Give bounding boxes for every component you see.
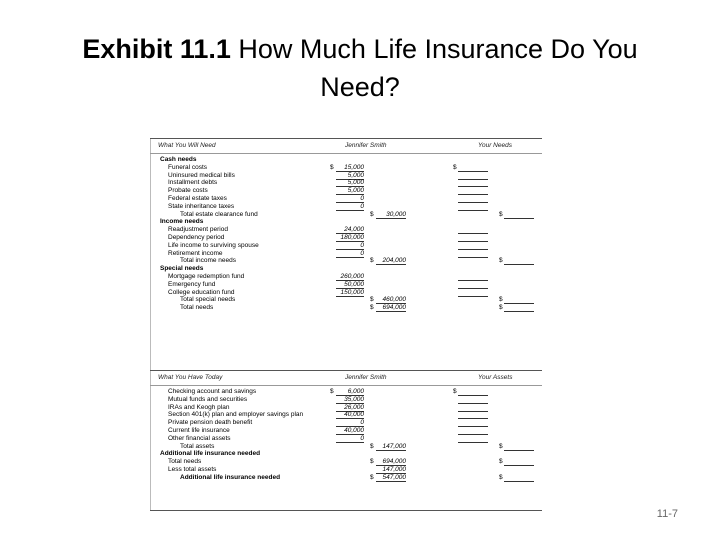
row-label: Life income to surviving spouse [168, 241, 259, 249]
worksheet-row [150, 156, 542, 164]
row-label: Mortgage redemption fund [168, 273, 245, 280]
exhibit-number: Exhibit 11.1 [82, 34, 231, 64]
row-label: Federal estate taxes [168, 195, 227, 202]
row-label: Dependency period [168, 234, 225, 241]
row-label: Readjustment period [168, 226, 228, 234]
row-label: College education fund [168, 288, 235, 296]
worksheet-row [150, 419, 542, 427]
worksheet-row [150, 404, 542, 412]
your-total-blank [504, 296, 534, 304]
row-label: Special needs [160, 265, 204, 273]
example-total: 694,000 [376, 458, 406, 466]
example-value: 0 [336, 250, 364, 258]
worksheet-row [150, 466, 542, 474]
worksheet-row [150, 388, 542, 396]
your-total-blank [504, 458, 534, 466]
dollar-sign: $ [499, 257, 503, 265]
row-label: Total assets [180, 442, 215, 450]
row-label: Installment debts [168, 179, 218, 187]
section1-header-label: What You Will Need [158, 142, 216, 149]
example-value: 26,000 [336, 404, 364, 412]
row-label: Total needs [168, 458, 202, 466]
dollar-sign: $ [499, 296, 503, 304]
row-label: Less total assets [168, 466, 217, 473]
row-label: Probate costs [168, 187, 208, 195]
worksheet-row [150, 443, 542, 451]
row-label: Emergency fund [168, 280, 216, 288]
example-total: 147,000 [376, 466, 406, 474]
your-value-blank [458, 242, 488, 250]
dollar-sign: $ [499, 473, 503, 481]
example-total: 204,000 [376, 257, 406, 265]
page-number: 11-7 [656, 508, 678, 520]
worksheet-row [150, 474, 542, 482]
your-value-blank [458, 195, 488, 203]
dollar-sign: $ [370, 458, 374, 466]
section2-header-example: Jennifer Smith [345, 374, 387, 381]
your-value-blank [458, 404, 488, 412]
example-value: 24,000 [336, 226, 364, 234]
worksheet-row [150, 458, 542, 466]
row-label: State inheritance taxes [168, 202, 235, 210]
worksheet-row [150, 172, 542, 180]
row-label: Current life insurance [168, 427, 230, 434]
dollar-sign: $ [370, 210, 374, 218]
your-value-blank [458, 435, 488, 443]
worksheet-row [150, 257, 542, 265]
row-label: Total income needs [180, 257, 237, 265]
worksheet-bottom-rule [150, 510, 542, 511]
section2-header-rule [150, 385, 542, 386]
dollar-sign: $ [330, 163, 334, 171]
worksheet-row [150, 242, 542, 250]
worksheet-row [150, 234, 542, 242]
row-label: IRAs and Keogh plan [168, 403, 230, 411]
dollar-sign: $ [370, 442, 374, 450]
example-value: 0 [336, 195, 364, 203]
your-value-blank [458, 250, 488, 258]
your-value-blank [458, 427, 488, 435]
worksheet-row [150, 226, 542, 234]
worksheet-row [150, 411, 542, 419]
worksheet-row [150, 273, 542, 281]
example-total: 30,000 [376, 211, 406, 219]
your-value-blank [458, 411, 488, 419]
section1-header-yours: Your Needs [478, 142, 512, 149]
row-label: Total estate clearance fund [180, 210, 258, 218]
dollar-sign: $ [330, 388, 334, 395]
worksheet-row [150, 218, 542, 226]
row-label: Retirement income [168, 249, 223, 257]
example-value: 0 [336, 242, 364, 250]
dollar-sign: $ [370, 304, 374, 312]
your-value-blank [458, 273, 488, 281]
example-value: 40,000 [336, 427, 364, 435]
worksheet-row [150, 296, 542, 304]
example-value: 0 [336, 435, 364, 443]
dollar-sign: $ [499, 210, 503, 218]
your-value-blank [458, 203, 488, 211]
your-total-blank [504, 474, 534, 482]
worksheet-row [150, 250, 542, 258]
life-insurance-worksheet [150, 138, 542, 511]
dollar-sign: $ [370, 296, 374, 304]
dollar-sign: $ [370, 257, 374, 265]
example-total: 694,000 [376, 304, 406, 312]
worksheet-row [150, 396, 542, 404]
example-value: 5,000 [336, 172, 364, 180]
example-value: 15,000 [336, 164, 364, 172]
your-value-blank [458, 289, 488, 297]
row-label: Uninsured medical bills [168, 171, 235, 179]
worksheet-row [150, 450, 542, 458]
example-total: 460,000 [376, 296, 406, 304]
slide-title [40, 30, 680, 106]
row-label: Additional life insurance needed [160, 450, 261, 458]
row-label: Private pension death benefit [168, 419, 253, 427]
worksheet-row [150, 164, 542, 172]
dollar-sign: $ [499, 458, 503, 466]
example-value: 150,000 [336, 289, 364, 297]
row-label: Section 401(k) plan and employer savings plan [168, 411, 304, 419]
dollar-sign: $ [370, 473, 374, 481]
section1-header-example: Jennifer Smith [345, 142, 387, 149]
row-label: Income needs [160, 218, 204, 226]
example-total: 147,000 [376, 443, 406, 451]
your-value-blank [458, 179, 488, 187]
example-value: 6,000 [336, 388, 364, 396]
worksheet-row [150, 265, 542, 273]
row-label: Funeral costs [168, 163, 208, 171]
your-total-blank [504, 211, 534, 219]
section2-header-label: What You Have Today [158, 374, 223, 381]
your-value-blank [458, 164, 488, 172]
worksheet-row [150, 304, 542, 312]
row-label: Checking account and savings [168, 388, 257, 395]
example-value: 5,000 [336, 187, 364, 195]
section1-top-rule [150, 138, 542, 139]
row-label: Mutual funds and securities [168, 395, 248, 403]
your-value-blank [458, 187, 488, 195]
dollar-sign: $ [499, 304, 503, 312]
worksheet-row [150, 435, 542, 443]
example-value: 50,000 [336, 281, 364, 289]
example-value: 180,000 [336, 234, 364, 242]
row-label: Cash needs [160, 156, 197, 163]
dollar-sign: $ [499, 442, 503, 450]
your-total-blank [504, 257, 534, 265]
worksheet-row [150, 289, 542, 297]
example-value: 5,000 [336, 179, 364, 187]
your-value-blank [458, 226, 488, 234]
example-value: 260,000 [336, 273, 364, 281]
example-value: 0 [336, 203, 364, 211]
worksheet-row [150, 281, 542, 289]
section1-header-rule [150, 153, 542, 154]
row-label: Total needs [180, 304, 214, 312]
worksheet-row [150, 195, 542, 203]
your-value-blank [458, 388, 488, 396]
worksheet-row [150, 211, 542, 219]
section2-header-yours: Your Assets [478, 374, 513, 381]
exhibit-title: How Much Life Insurance Do You Need? [230, 34, 638, 102]
section2-top-rule [150, 370, 542, 371]
your-total-blank [504, 304, 534, 312]
row-label: Total special needs [180, 296, 236, 304]
example-total: 547,000 [376, 474, 406, 482]
worksheet-row [150, 427, 542, 435]
worksheet-row [150, 187, 542, 195]
your-total-blank [504, 443, 534, 451]
worksheet-row [150, 203, 542, 211]
example-value: 40,000 [336, 411, 364, 419]
example-value: 35,000 [336, 396, 364, 404]
your-value-blank [458, 281, 488, 289]
your-value-blank [458, 396, 488, 404]
your-value-blank [458, 172, 488, 180]
example-value: 0 [336, 419, 364, 427]
your-value-blank [458, 234, 488, 242]
worksheet-row [150, 179, 542, 187]
row-label: Other financial assets [168, 434, 231, 442]
dollar-sign: $ [453, 163, 457, 171]
row-label: Additional life insurance needed [180, 473, 281, 481]
your-value-blank [458, 419, 488, 427]
dollar-sign: $ [453, 388, 457, 395]
